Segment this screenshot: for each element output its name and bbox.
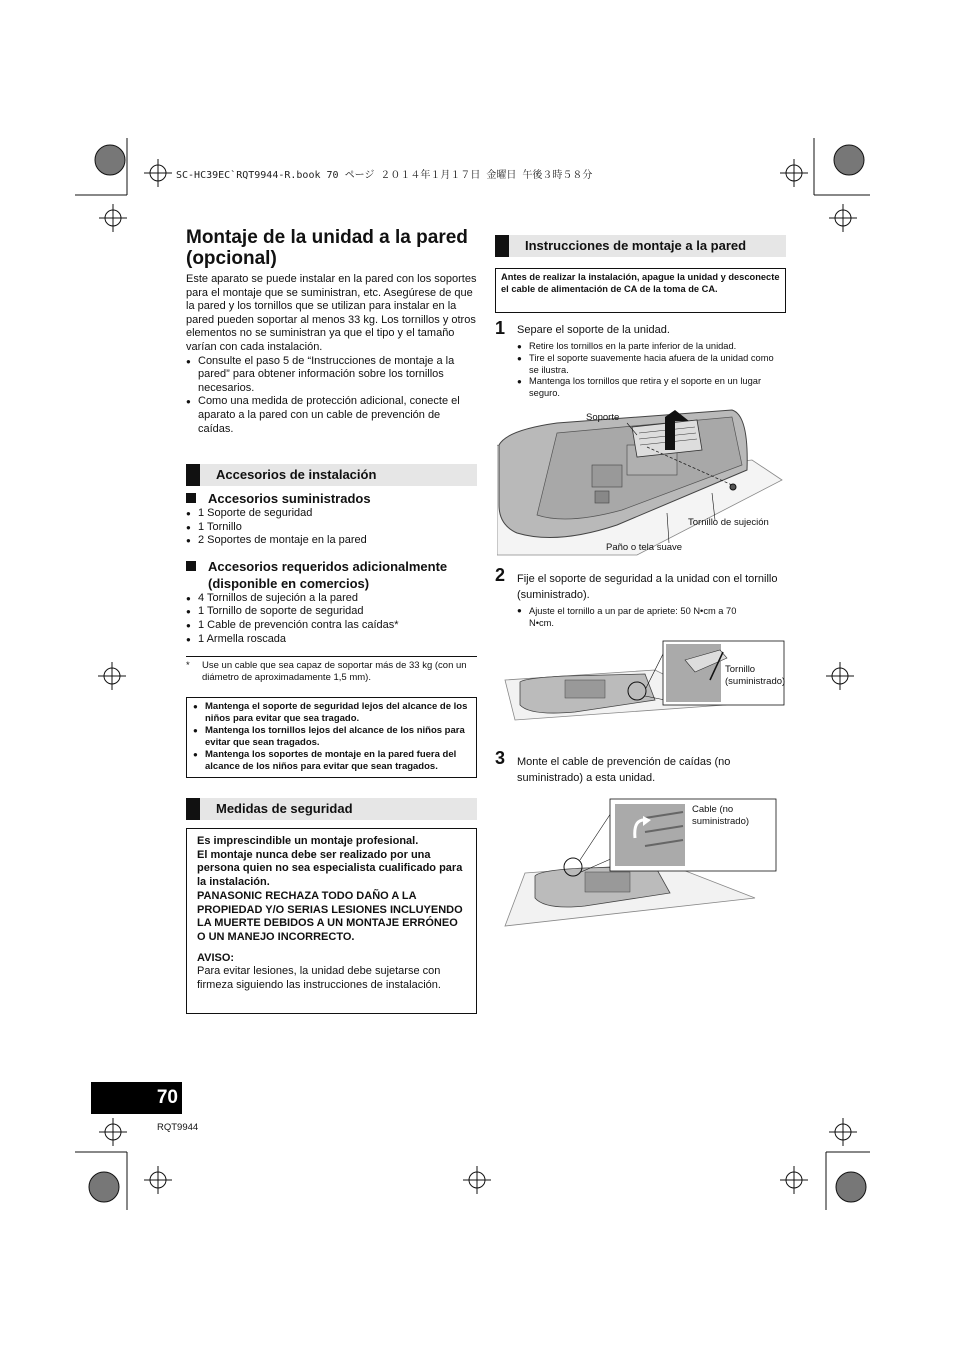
label-pano: Paño o tela suave (606, 542, 683, 553)
list-item: ● 2 Soportes de montaje en la pared (186, 534, 478, 548)
document-code: RQT9944 (157, 1122, 199, 1133)
safety-box (186, 828, 477, 1014)
step-number: 3 (495, 748, 506, 768)
aviso-title: AVISO: (197, 951, 235, 964)
step1-bullets (517, 341, 785, 400)
aviso-text: Para evitar lesiones, la unidad debe sujetarse con firmeza siguiendo las instrucciones de instalación. (197, 965, 441, 992)
intro-bullet: ● Consulte el paso 5 de “Instrucciones de montaje a la pared” para obtener información sobre los tornillos necesarios. (186, 355, 478, 396)
step1-bullet: ● Mantenga los tornillos que retira y el soporte en un lugar seguro. (517, 376, 785, 400)
list-item: ● 1 Armella roscada (186, 633, 478, 647)
footnote-divider (186, 656, 477, 657)
intro-paragraph: Este aparato se puede instalar en la pared con los soportes para el montaje que se suministran, etc. Asegúrese de que la pared y los tornillos que se utilizan para instalar en la pared pueden soportar al menos 33 kg. Los tornillos y otros elementos no se suministran ya que el tipo y el tamaño varían con cada instalación. (186, 273, 477, 353)
step2-text: Fije el soporte de seguridad a la unidad con el tornillo (suministrado). (517, 573, 778, 601)
label-tornillo-suministrado: Tornillo (suministrado) (725, 664, 786, 687)
warning-item: ● Mantenga el soporte de seguridad lejos del alcance de los niños para evitar que sea tragado. (193, 701, 470, 725)
step1-bullet: ● Tire el soporte suavemente hacia afuera de la unidad como se ilustra. (517, 353, 785, 377)
book-header: SC-HC39EC`RQT9944-R.book 70 ページ ２０１４年１月１７日 金曜日 午後３時５８分 (176, 170, 593, 181)
list-item: ● 1 Soporte de seguridad (186, 507, 478, 521)
section-accesorios: Accesorios de instalación (186, 464, 477, 486)
accesorios-list (186, 490, 478, 646)
step3-text: Monte el cable de prevención de caídas (no suministrado) a esta unidad. (517, 756, 731, 784)
warning-item: ● Mantenga los soportes de montaje en la pared fuera del alcance de los niños para evitar que sean tragados. (193, 749, 470, 773)
step2-bullets (517, 605, 757, 629)
list-item: ● 1 Cable de prevención contra las caídas* (186, 619, 478, 633)
subheading-requeridos: Accesorios requeridos adicionalmente (disponible en comercios) (186, 558, 478, 592)
footnote: * Use un cable que sea capaz de soportar más de 33 kg (con un diámetro de aproximadamente 1,5 mm). (186, 660, 467, 683)
label-cable: Cable (no suministrado) (692, 804, 750, 827)
notice-box: Antes de realizar la instalación, apague la unidad y desconecte el cable de alimentación de CA de la toma de CA. (495, 268, 786, 313)
section-seguridad: Medidas de seguridad (186, 798, 477, 820)
label-soporte: Soporte (586, 412, 620, 423)
section-instrucciones: Instrucciones de montaje a la pared (495, 235, 786, 257)
list-item: ● 4 Tornillos de sujeción a la pared (186, 592, 478, 606)
square-bullet-icon (186, 561, 196, 571)
step1-illustration (497, 405, 787, 560)
page-title: Montaje de la unidad a la pared (opcional) (186, 227, 468, 269)
label-tornillo-sujecion: Tornillo de sujeción (688, 517, 769, 528)
step-number: 1 (495, 318, 506, 338)
list-item: ● 1 Tornillo (186, 521, 478, 535)
step2-bullet: ● Ajuste el tornillo a un par de apriete: 50 N•cm a 70 N•cm. (517, 605, 757, 629)
list-item: ● 1 Tornillo de soporte de seguridad (186, 605, 478, 619)
subheading-suministrados: Accesorios suministrados (186, 490, 478, 507)
intro (186, 273, 478, 436)
step1-text: Separe el soporte de la unidad. (517, 324, 670, 336)
step1-bullet: ● Retire los tornillos en la parte inferior de la unidad. (517, 341, 785, 353)
square-bullet-icon (186, 493, 196, 503)
intro-bullet: ● Como una medida de protección adicional, conecte el aparato a la pared con un cable de prevención de caídas. (186, 395, 478, 436)
safety-bold-text: Es imprescindible un montaje profesional. El montaje nunca debe ser realizado por una persona quien no sea especialista cualificado para la instalación. PANASONIC RECHAZA TODO DAÑO A LA PROPIEDAD Y/O SERIAS LESIONES INCLUYENDO LA MUERTE DEBIDOS A UN MONTAJE ERRÓNEO O UN MANEJO INCORRECTO. (197, 835, 463, 943)
step2-illustration (495, 640, 787, 745)
warning-item: ● Mantenga los tornillos lejos del alcance de los niños para evitar que sean tragados. (193, 725, 470, 749)
step-number: 2 (495, 565, 506, 585)
warning-box (186, 697, 477, 778)
page-number: 70 (91, 1082, 182, 1114)
